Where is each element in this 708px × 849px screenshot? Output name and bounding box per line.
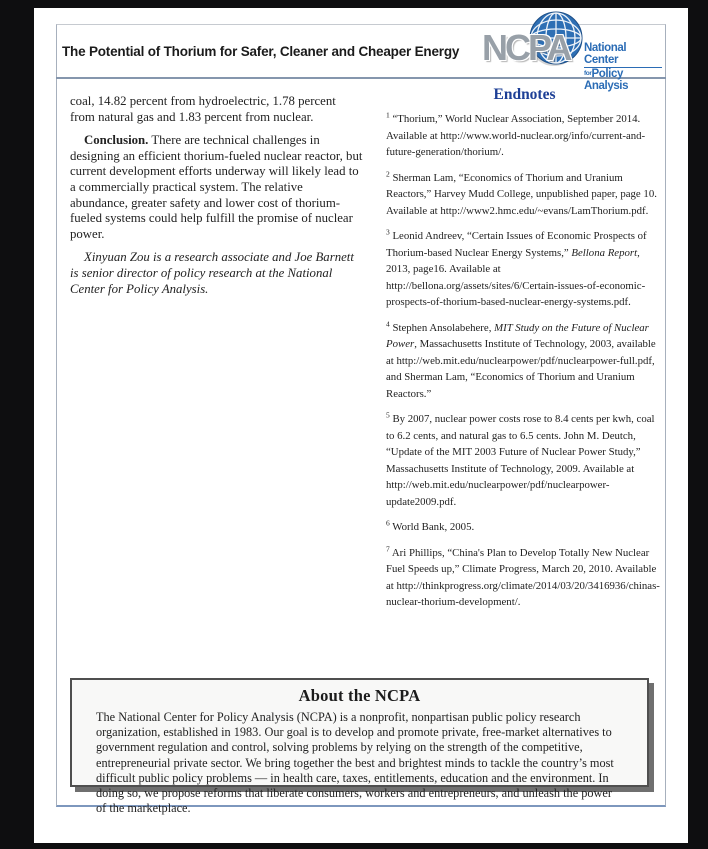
text-segment: MIT Study on the Future of Nuclear Power [386, 321, 649, 350]
endnote-number: 7 [386, 543, 390, 553]
endnotes-column [386, 86, 663, 620]
logo-org-line2-text: Policy Analysis [584, 68, 629, 92]
logo-org-line1: National Center [584, 42, 662, 68]
text-segment: “Thorium,” World Nuclear Association, September 2014. Available at http://www.world-nuclear.org/info/current-and-future-generation/thorium/. [386, 113, 646, 158]
logo-org-name [584, 42, 662, 92]
endnote-number: 5 [386, 410, 390, 420]
article-paragraph [70, 250, 363, 297]
ncpa-logo [482, 10, 662, 92]
text-segment: , 2013, page16. Available at http://bellona.org/assets/sites/6/Certain-issues-of-economic-prospects-of-thorium-based-nuclear-energy-systems.pdf. [386, 246, 646, 308]
endnote-item [386, 320, 663, 403]
endnote-number: 6 [386, 518, 390, 528]
document-page [34, 8, 688, 843]
endnote-number: 3 [386, 227, 390, 237]
logo-org-for: for [584, 70, 592, 77]
text-segment: Leonid Andreev, “Certain Issues of Economic Prospects of Thorium-based Nuclear Energy Systems,” [386, 230, 647, 259]
about-box [70, 678, 649, 816]
text-segment: By 2007, nuclear power costs rose to 8.4 cents per kwh, coal to 6.2 cents, and natural gas to 6.5 cents. John M. Deutch, “Update of the MIT 2003 Future of Nuclear Power Study,” Massachusetts Institute of Technology, 2009. Available at http://web.mit.edu/nuclearpower/pdf/nuclearpower-update2009.pdf. [386, 413, 655, 508]
text-segment: There are technical challenges in designing an efficient thorium-fueled nuclear reactor, but current development efforts underway will likely lead to a commercially practical system. The relative abundance, greater safety and lower cost of thorium-fueled systems could help fulfill the promise of nuclear power. [70, 133, 363, 241]
text-segment: Ari Phillips, “China's Plan to Develop Totally New Nuclear Fuel Speeds up,” Climate Progress, March 20, 2010. Available at http://thinkprogress.org/climate/2014/03/20/3416936/chinas-nuclear-thorium-development/. [386, 546, 660, 608]
endnotes-list [386, 111, 663, 611]
logo-acronym: NCPA [482, 27, 570, 68]
endnote-item [386, 111, 663, 161]
endnote-number: 1 [386, 110, 390, 120]
text-segment: World Bank, 2005. [392, 521, 475, 533]
endnote-item [386, 170, 663, 220]
endnote-item [386, 228, 663, 311]
about-body: The National Center for Policy Analysis (NCPA) is a nonprofit, nonpartisan public policy research organization, established in 1983. Our goal is to develop and promote private, free-market alternatives to government regulation and control, solving problems by relying on the strength of the competitive, entrepreneurial private sector. We bring together the best and brightest minds to tackle the country’s most difficult public policy problems — in health care, taxes, entitlements, education and the environment. In doing so, we propose reforms that liberate consumers, workers and entrepreneurs, and unleash the power of the marketplace. [96, 710, 614, 816]
page-title: The Potential of Thorium for Safer, Cleaner and Cheaper Energy [62, 44, 460, 59]
about-heading: About the NCPA [298, 686, 421, 705]
article-paragraph [70, 94, 363, 125]
text-segment: Xinyuan Zou is a research associate and Joe Barnett is senior director of policy research at the National Center for Policy Analysis. [70, 250, 354, 296]
text-segment: Stephen Ansolabehere, [392, 321, 495, 334]
endnote-number: 2 [386, 168, 390, 178]
article-paragraph [70, 133, 363, 242]
article-paragraphs [70, 94, 363, 305]
endnote-number: 4 [386, 318, 390, 328]
text-segment: coal, 14.82 percent from hydroelectric, 1.78 percent from natural gas and 1.83 percent from nuclear. [70, 94, 336, 124]
endnote-item [386, 519, 663, 536]
endnote-item [386, 545, 663, 611]
endnotes-heading: Endnotes [493, 86, 556, 103]
endnote-item [386, 411, 663, 510]
text-segment: , Massachusetts Institute of Technology, 2003, available at http://web.mit.edu/nuclearpower/pdf/nuclearpower-full.pdf, and Sherman Lam, “Economics of Thorium and Uranium Reactors.” [386, 338, 656, 400]
text-segment: Conclusion. [84, 133, 149, 148]
text-segment: Sherman Lam, “Economics of Thorium and Uranium Reactors,” Harvey Mudd College, unpublished paper, page 10. Available at http://www2.hmc.edu/~evans/LamThorium.pdf. [386, 171, 657, 217]
header-divider [56, 77, 666, 79]
text-segment: Bellona Report [571, 246, 638, 259]
